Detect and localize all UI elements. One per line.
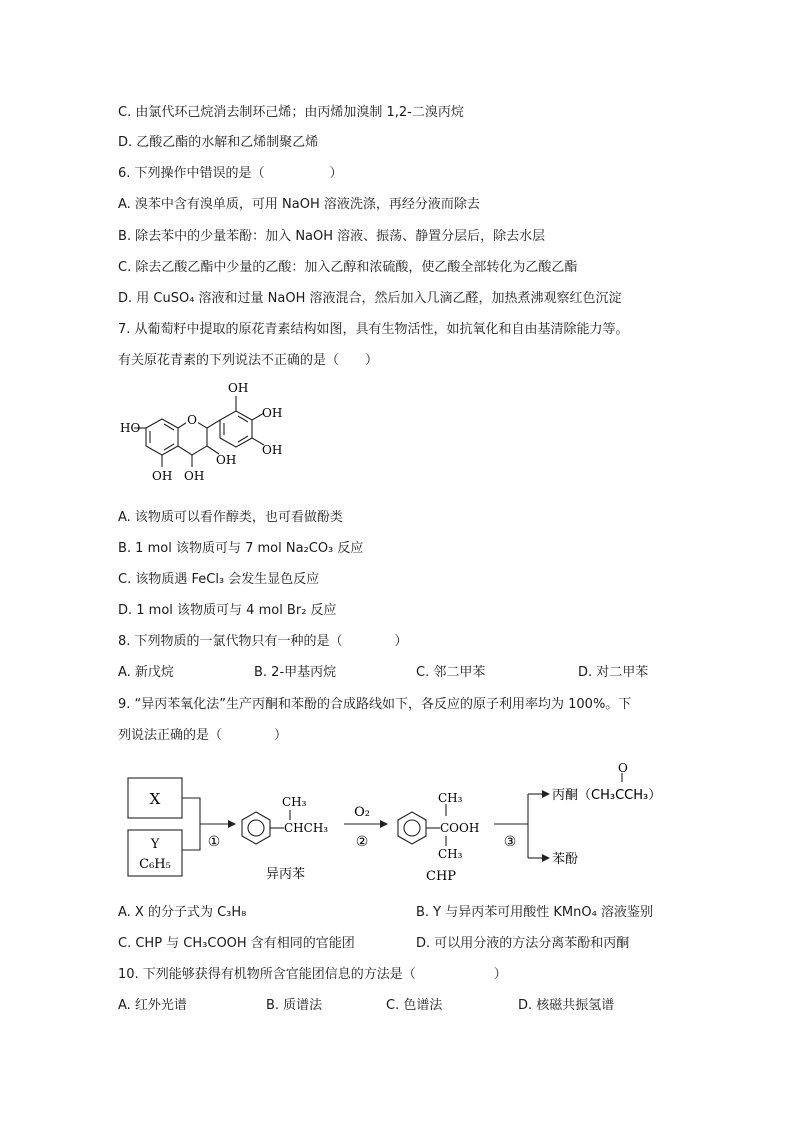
ring-oxygen-label: O — [187, 413, 197, 427]
q7-option-b: B. 1 mol 该物质可与 7 mol Na₂CO₃ 反应 — [118, 541, 364, 556]
q10-option-c: C. 色谱法 — [386, 998, 443, 1013]
oh-label-right-top: OH — [262, 406, 283, 420]
oh-label-7: HO — [120, 421, 141, 435]
oh-label-right-bottom: OH — [262, 443, 283, 457]
cumene-ch3: CH₃ — [282, 795, 307, 809]
chp-label: CHP — [426, 869, 457, 884]
q8-option-d: D. 对二甲苯 — [578, 665, 649, 680]
q9-option-d: D. 可以用分液的方法分离苯酚和丙酮 — [416, 936, 630, 951]
q6-stem: 6. 下列操作中错误的是（ ） — [118, 166, 343, 181]
q8-option-b: B. 2-甲基丙烷 — [254, 665, 337, 680]
step-1-label: ① — [207, 834, 221, 850]
acetone-carbonyl-o: O — [618, 761, 628, 775]
q8-option-c: C. 邻二甲苯 — [416, 665, 486, 680]
q5-option-d: D. 乙酸乙酯的水解和乙烯制聚乙烯 — [118, 135, 319, 150]
chp-ch3-top: CH₃ — [438, 791, 463, 805]
q10-option-d: D. 核磁共振氢谱 — [518, 998, 615, 1013]
q5-option-c: C. 由氯代环己烷消去制环己烯；由丙烯加溴制 1,2-二溴丙烷 — [118, 105, 464, 120]
q8-stem: 8. 下列物质的一氯代物只有一种的是（ ） — [118, 634, 408, 649]
cumene-oxidation-scheme — [118, 760, 678, 890]
proanthocyanidin-structure — [112, 374, 312, 504]
q9-stem-cont: 列说法正确的是（ ） — [118, 728, 288, 743]
reactant-y-formula: C₆H₅ — [139, 857, 171, 872]
q8-option-a: A. 新戊烷 — [118, 665, 174, 680]
q9-option-a: A. X 的分子式为 C₃H₈ — [118, 905, 247, 920]
q7-option-a: A. 该物质可以看作醇类，也可看做酚类 — [118, 510, 343, 525]
cumene-chch3: CHCH₃ — [284, 821, 329, 835]
oh-label-top: OH — [228, 381, 249, 395]
q9-option-c: C. CHP 与 CH₃COOH 含有相同的官能团 — [118, 936, 355, 951]
q7-stem-cont: 有关原花青素的下列说法不正确的是（ ） — [118, 353, 379, 368]
q6-option-d: D. 用 CuSO₄ 溶液和过量 NaOH 溶液混合，然后加入几滴乙醛，加热煮沸观察红色沉淀 — [118, 291, 622, 306]
q9-stem: 9. “异丙苯氧化法”生产丙酮和苯酚的合成路线如下，各反应的原子利用率均为 100%。下 — [118, 697, 632, 712]
q7-option-d: D. 1 mol 该物质可与 4 mol Br₂ 反应 — [118, 603, 337, 618]
oh-label-3: OH — [216, 453, 237, 467]
q10-stem: 10. 下列能够获得有机物所含官能团信息的方法是（ ） — [118, 967, 507, 982]
reactant-x: X — [149, 790, 161, 808]
cumene-label: 异丙苯 — [266, 867, 306, 882]
oh-label-4: OH — [184, 469, 205, 483]
q6-option-b: B. 除去苯中的少量苯酚：加入 NaOH 溶液、振荡、静置分层后，除去水层 — [118, 229, 546, 244]
q6-option-c: C. 除去乙酸乙酯中少量的乙酸：加入乙醇和浓硫酸，使乙酸全部转化为乙酸乙酯 — [118, 260, 578, 275]
product-phenol: 苯酚 — [552, 852, 579, 867]
step-3-label: ③ — [503, 834, 517, 850]
oxygen-reagent: O₂ — [354, 805, 370, 820]
oh-label-5: OH — [152, 469, 173, 483]
q10-option-a: A. 红外光谱 — [118, 998, 187, 1013]
product-acetone: 丙酮（CH₃CCH₃） — [552, 788, 662, 803]
q7-stem: 7. 从葡萄籽中提取的原花青素结构如图，具有生物活性，如抗氧化和自由基清除能力等。 — [118, 322, 629, 337]
q10-option-b: B. 质谱法 — [266, 998, 323, 1013]
step-2-label: ② — [355, 834, 369, 850]
q7-option-c: C. 该物质遇 FeCl₃ 会发生显色反应 — [118, 572, 320, 587]
q6-option-a: A. 溴苯中含有溴单质，可用 NaOH 溶液洗涤，再经分液而除去 — [118, 197, 480, 212]
reactant-y: Y — [150, 837, 160, 852]
q9-option-b: B. Y 与异丙苯可用酸性 KMnO₄ 溶液鉴别 — [416, 905, 653, 920]
chp-cooh: COOH — [440, 821, 480, 835]
chp-ch3-bottom: CH₃ — [438, 847, 463, 861]
